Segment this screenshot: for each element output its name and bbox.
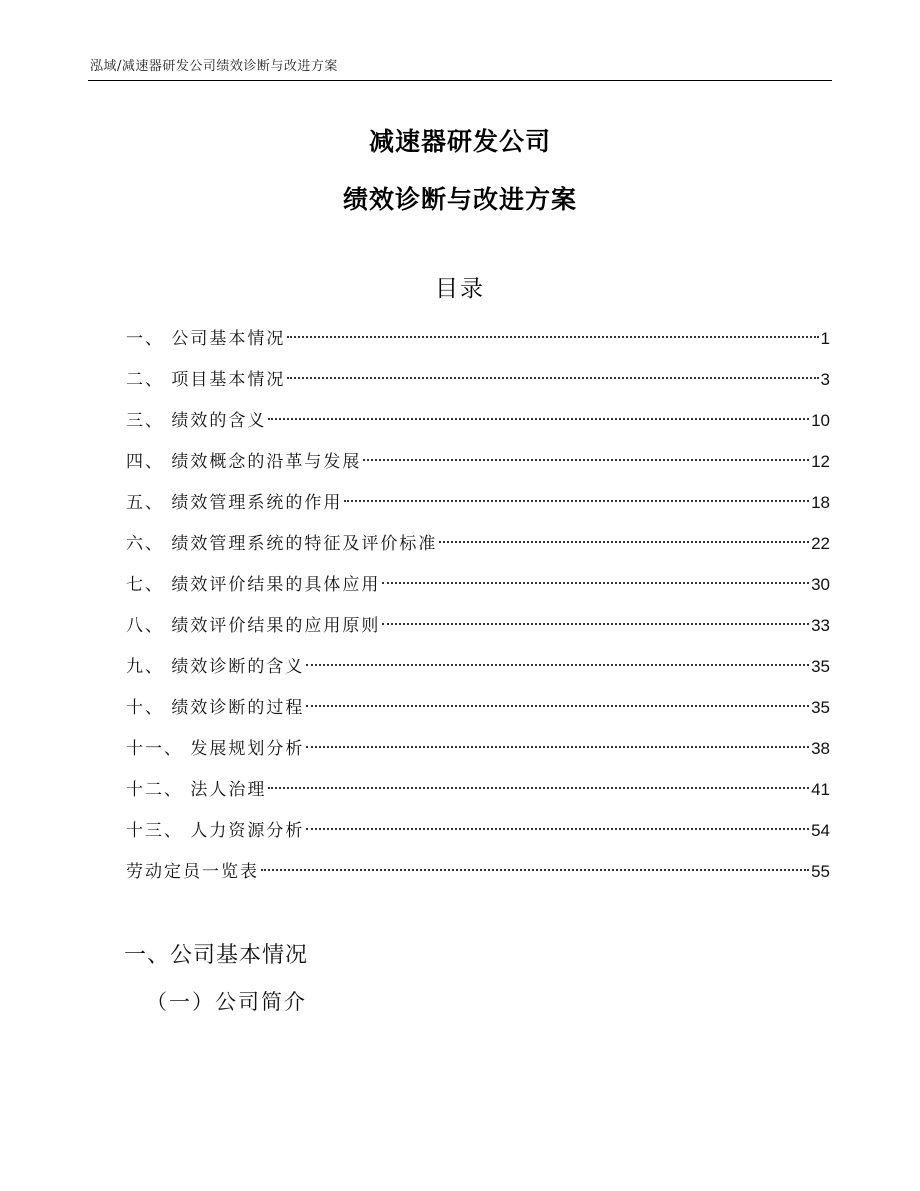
toc-entry[interactable] [126, 728, 830, 769]
toc-heading: 目录 [435, 276, 485, 302]
toc-leader-dots [306, 746, 809, 748]
toc-entry-label: 十三、 人力资源分析 [126, 821, 305, 841]
toc-entry-label: 三、 绩效的含义 [126, 411, 267, 431]
toc-entry-label: 十、 绩效诊断的过程 [126, 698, 305, 718]
toc-entry[interactable] [126, 523, 830, 564]
toc-entry[interactable] [126, 605, 830, 646]
running-header: 泓域/减速器研发公司绩效诊断与改进方案 [90, 59, 338, 74]
toc-leader-dots [287, 336, 818, 338]
toc-entry-label: 劳动定员一览表 [126, 862, 259, 882]
toc-entry-page: 41 [811, 780, 830, 799]
toc-leader-dots [344, 500, 809, 502]
toc-entry-label: 八、 绩效评价结果的应用原则 [126, 616, 381, 636]
toc-entry[interactable] [126, 564, 830, 605]
toc-entry[interactable] [126, 482, 830, 523]
toc-entry[interactable] [126, 359, 830, 400]
toc-entry-page: 54 [811, 821, 830, 840]
toc-entry-page: 35 [811, 698, 830, 717]
toc-leader-dots [439, 541, 809, 543]
toc-entry-page: 1 [820, 329, 830, 348]
toc-entry-page: 10 [811, 411, 830, 430]
toc-entry-label: 六、 绩效管理系统的特征及评价标准 [126, 534, 438, 554]
toc-entry-label: 十二、 法人治理 [126, 780, 267, 800]
document-title-line2: 绩效诊断与改进方案 [342, 185, 577, 214]
toc-entry[interactable] [126, 810, 830, 851]
toc-entry[interactable] [126, 400, 830, 441]
header-divider [88, 80, 832, 81]
toc-leader-dots [306, 705, 809, 707]
subsection-heading: （一）公司简介 [146, 990, 307, 1014]
toc-entry-page: 38 [811, 739, 830, 758]
toc-entry[interactable] [126, 769, 830, 810]
toc-entry-label: 七、 绩效评价结果的具体应用 [126, 575, 381, 595]
table-of-contents [126, 318, 830, 892]
toc-entry[interactable] [126, 441, 830, 482]
toc-leader-dots [382, 582, 809, 584]
document-title-line1: 减速器研发公司 [368, 127, 551, 156]
toc-leader-dots [268, 787, 809, 789]
toc-leader-dots [268, 418, 809, 420]
toc-entry-page: 18 [811, 493, 830, 512]
toc-entry-page: 3 [820, 370, 830, 389]
toc-entry-page: 12 [811, 452, 830, 471]
toc-entry-page: 22 [811, 534, 830, 553]
toc-leader-dots [363, 459, 809, 461]
toc-leader-dots [306, 664, 809, 666]
toc-entry[interactable] [126, 646, 830, 687]
toc-entry-label: 五、 绩效管理系统的作用 [126, 493, 343, 513]
toc-entry-label: 十一、 发展规划分析 [126, 739, 305, 759]
toc-entry-page: 35 [811, 657, 830, 676]
toc-entry-page: 30 [811, 575, 830, 594]
toc-entry[interactable] [126, 687, 830, 728]
toc-leader-dots [287, 377, 818, 379]
toc-entry-label: 一、 公司基本情况 [126, 329, 286, 349]
section-heading: 一、公司基本情况 [124, 943, 309, 968]
toc-entry-label: 九、 绩效诊断的含义 [126, 657, 305, 677]
toc-leader-dots [306, 828, 809, 830]
toc-entry-label: 四、 绩效概念的沿革与发展 [126, 452, 362, 472]
toc-entry-page: 33 [811, 616, 830, 635]
toc-entry-page: 55 [811, 862, 830, 881]
toc-leader-dots [382, 623, 809, 625]
toc-entry-label: 二、 项目基本情况 [126, 370, 286, 390]
toc-entry[interactable] [126, 318, 830, 359]
toc-leader-dots [261, 869, 809, 871]
toc-entry[interactable] [126, 851, 830, 892]
